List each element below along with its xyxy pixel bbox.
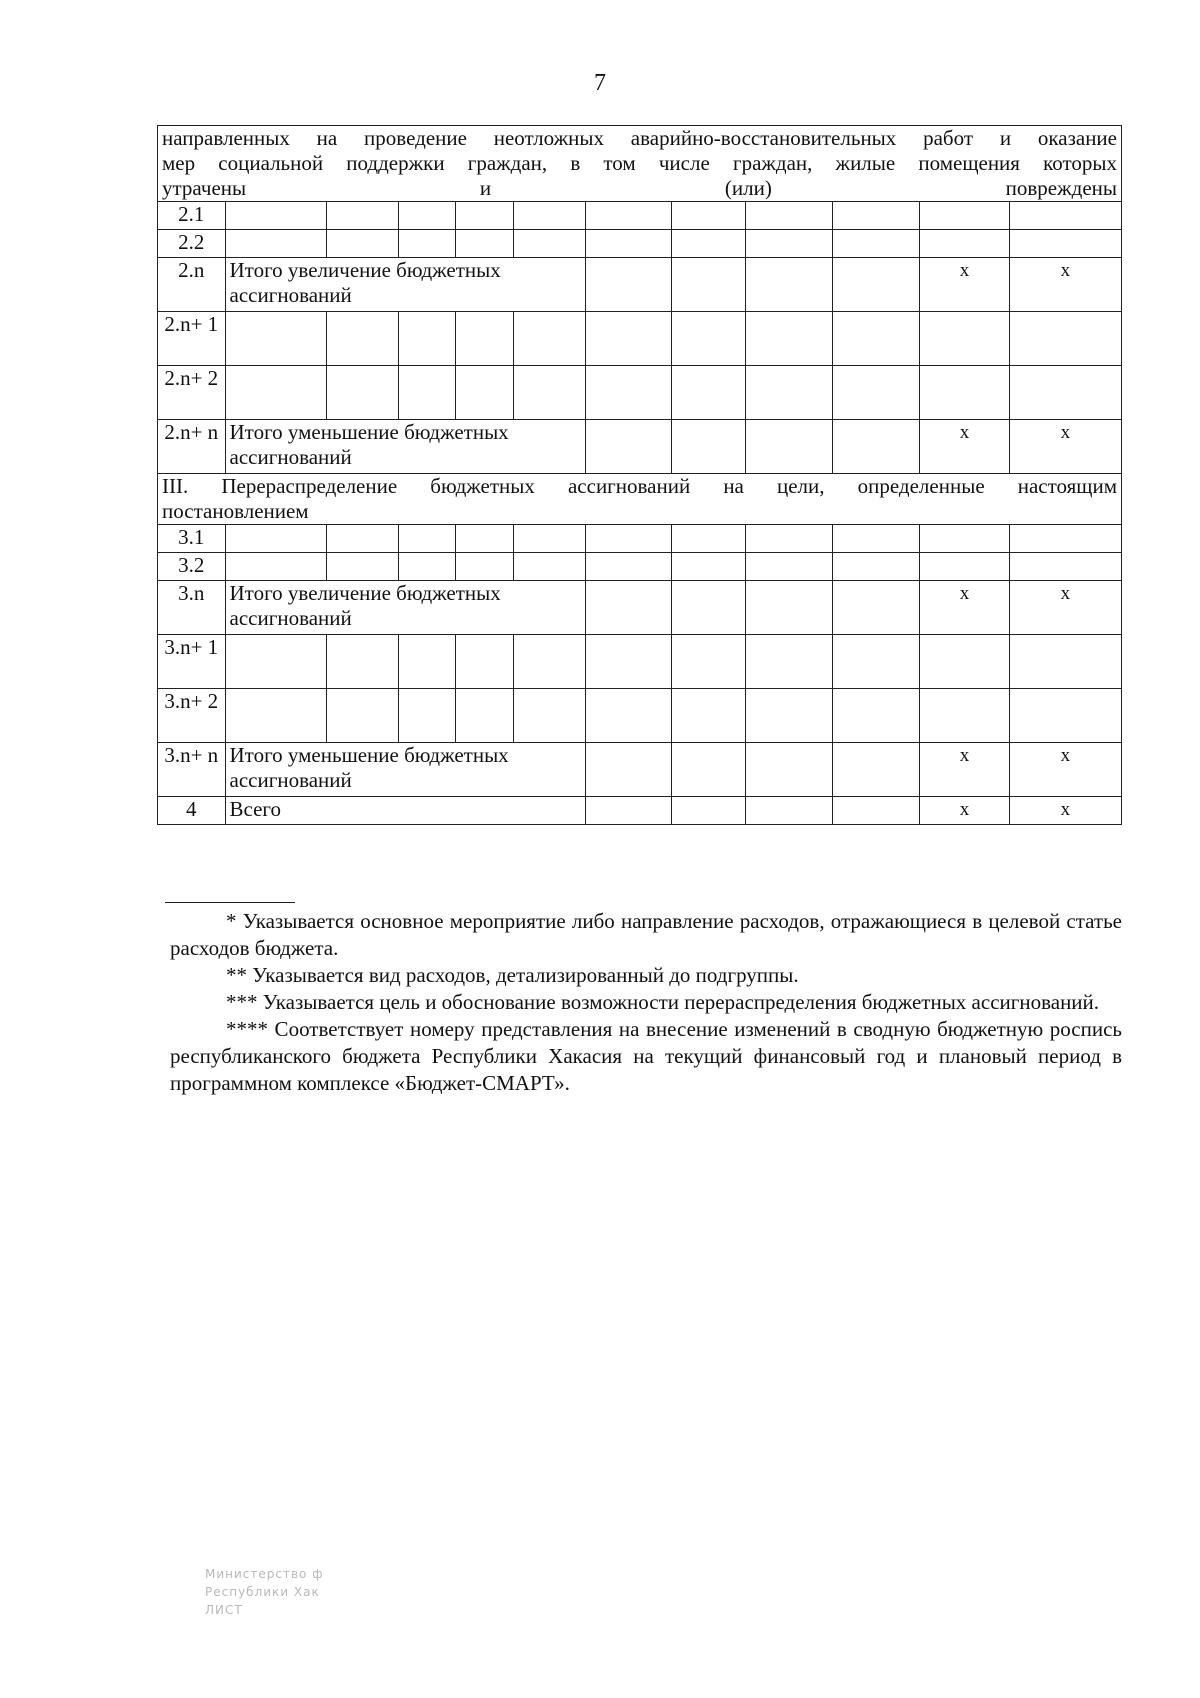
empty-cell bbox=[672, 525, 746, 553]
section-3-header-line: постановлением bbox=[162, 499, 309, 523]
empty-cell bbox=[1009, 525, 1121, 553]
empty-cell bbox=[225, 230, 326, 258]
footnote-2: ** Указывается вид расходов, детализированный до подгруппы. bbox=[226, 963, 799, 987]
empty-cell bbox=[833, 743, 920, 797]
row-number: 3.1 bbox=[158, 525, 226, 553]
x-mark: x bbox=[920, 258, 1009, 312]
empty-cell bbox=[225, 202, 326, 230]
empty-cell bbox=[746, 258, 833, 312]
empty-cell bbox=[585, 366, 671, 420]
empty-cell bbox=[746, 689, 833, 743]
empty-cell bbox=[1009, 553, 1121, 581]
empty-cell bbox=[1009, 366, 1121, 420]
table-row bbox=[158, 258, 1122, 312]
empty-cell bbox=[672, 743, 746, 797]
empty-cell bbox=[225, 366, 326, 420]
table-row bbox=[158, 797, 1122, 825]
empty-cell bbox=[514, 312, 586, 366]
table-row bbox=[158, 525, 1122, 553]
row-label: Итого увеличение бюджетных ассигнований bbox=[225, 581, 585, 635]
row-number: 2.n bbox=[158, 258, 226, 312]
table-row bbox=[158, 689, 1122, 743]
row-number: 3.n+ 2 bbox=[158, 689, 226, 743]
empty-cell bbox=[398, 525, 456, 553]
row-number: 3.n+ n bbox=[158, 743, 226, 797]
empty-cell bbox=[398, 635, 456, 689]
empty-cell bbox=[1009, 635, 1121, 689]
empty-cell bbox=[1009, 230, 1121, 258]
empty-cell bbox=[920, 553, 1009, 581]
table-row bbox=[158, 581, 1122, 635]
empty-cell bbox=[833, 525, 920, 553]
section-2-header-row bbox=[158, 126, 1122, 202]
empty-cell bbox=[514, 525, 586, 553]
faded-stamp bbox=[205, 1565, 415, 1619]
empty-cell bbox=[225, 312, 326, 366]
empty-cell bbox=[1009, 689, 1121, 743]
empty-cell bbox=[514, 202, 586, 230]
empty-cell bbox=[833, 553, 920, 581]
table-row bbox=[158, 312, 1122, 366]
empty-cell bbox=[514, 230, 586, 258]
empty-cell bbox=[833, 230, 920, 258]
section-2-header bbox=[158, 126, 1122, 202]
empty-cell bbox=[746, 553, 833, 581]
empty-cell bbox=[672, 312, 746, 366]
x-mark: x bbox=[1009, 258, 1121, 312]
empty-cell bbox=[326, 525, 398, 553]
empty-cell bbox=[326, 635, 398, 689]
empty-cell bbox=[746, 312, 833, 366]
empty-cell bbox=[585, 689, 671, 743]
empty-cell bbox=[225, 689, 326, 743]
empty-cell bbox=[672, 420, 746, 474]
empty-cell bbox=[920, 230, 1009, 258]
footnotes bbox=[170, 908, 1122, 1097]
empty-cell bbox=[225, 635, 326, 689]
empty-cell bbox=[456, 366, 514, 420]
empty-cell bbox=[833, 797, 920, 825]
empty-cell bbox=[326, 312, 398, 366]
empty-cell bbox=[585, 797, 671, 825]
empty-cell bbox=[456, 230, 514, 258]
footnote-3: *** Указывается цель и обоснование возможности перераспределения бюджетных ассигнований. bbox=[226, 990, 1100, 1014]
table-row bbox=[158, 202, 1122, 230]
empty-cell bbox=[514, 553, 586, 581]
empty-cell bbox=[398, 312, 456, 366]
section-3-header bbox=[158, 474, 1122, 525]
empty-cell bbox=[585, 581, 671, 635]
empty-cell bbox=[746, 230, 833, 258]
footnote-4: **** Соответствует номеру представления на внесение изменений в сводную бюджетную роспись республиканского бюджета Республики Хакасия на текущий финансовый год и плановый период в программном комплексе «Бюджет-СМАРТ». bbox=[170, 1017, 1122, 1095]
empty-cell bbox=[326, 202, 398, 230]
stamp-line: ЛИСТ bbox=[205, 1603, 243, 1617]
empty-cell bbox=[672, 553, 746, 581]
empty-cell bbox=[585, 230, 671, 258]
row-label: Итого увеличение бюджетных ассигнований bbox=[225, 258, 585, 312]
empty-cell bbox=[920, 366, 1009, 420]
empty-cell bbox=[833, 689, 920, 743]
footnote-separator bbox=[165, 902, 295, 903]
table-row bbox=[158, 230, 1122, 258]
row-number: 2.1 bbox=[158, 202, 226, 230]
table-row bbox=[158, 553, 1122, 581]
x-mark: x bbox=[920, 797, 1009, 825]
empty-cell bbox=[746, 797, 833, 825]
row-number: 3.n+ 1 bbox=[158, 635, 226, 689]
empty-cell bbox=[920, 312, 1009, 366]
empty-cell bbox=[672, 797, 746, 825]
empty-cell bbox=[585, 743, 671, 797]
stamp-line: Министерство ф bbox=[205, 1567, 324, 1581]
empty-cell bbox=[514, 689, 586, 743]
row-number: 2.n+ 2 bbox=[158, 366, 226, 420]
empty-cell bbox=[746, 525, 833, 553]
empty-cell bbox=[746, 420, 833, 474]
table-row bbox=[158, 635, 1122, 689]
section-2-header-line: утрачены и (или) повреждены bbox=[162, 176, 1117, 200]
empty-cell bbox=[514, 635, 586, 689]
footnote-1: * Указывается основное мероприятие либо направление расходов, отражающиеся в целевой статье расходов бюджета. bbox=[170, 909, 1122, 960]
empty-cell bbox=[920, 689, 1009, 743]
x-mark: x bbox=[1009, 420, 1121, 474]
x-mark: x bbox=[1009, 581, 1121, 635]
empty-cell bbox=[398, 553, 456, 581]
budget-table bbox=[157, 125, 1122, 825]
empty-cell bbox=[456, 689, 514, 743]
empty-cell bbox=[398, 366, 456, 420]
x-mark: x bbox=[1009, 743, 1121, 797]
empty-cell bbox=[585, 420, 671, 474]
row-label: Всего bbox=[225, 797, 585, 825]
empty-cell bbox=[672, 230, 746, 258]
row-number: 3.2 bbox=[158, 553, 226, 581]
empty-cell bbox=[920, 525, 1009, 553]
empty-cell bbox=[326, 230, 398, 258]
empty-cell bbox=[585, 312, 671, 366]
empty-cell bbox=[833, 581, 920, 635]
x-mark: x bbox=[920, 581, 1009, 635]
section-3-header-row bbox=[158, 474, 1122, 525]
stamp-line: Республики Хак bbox=[205, 1585, 320, 1599]
empty-cell bbox=[225, 553, 326, 581]
section-3-header-line: III. Перераспределение бюджетных ассигнований на цели, определенные настоящим bbox=[162, 474, 1117, 498]
x-mark: x bbox=[920, 743, 1009, 797]
empty-cell bbox=[585, 525, 671, 553]
table-body bbox=[158, 126, 1122, 825]
row-number: 4 bbox=[158, 797, 226, 825]
empty-cell bbox=[672, 581, 746, 635]
empty-cell bbox=[746, 581, 833, 635]
empty-cell bbox=[672, 689, 746, 743]
empty-cell bbox=[833, 635, 920, 689]
empty-cell bbox=[326, 366, 398, 420]
empty-cell bbox=[672, 202, 746, 230]
row-label: Итого уменьшение бюджетных ассигнований bbox=[225, 743, 585, 797]
empty-cell bbox=[920, 202, 1009, 230]
row-number: 2.n+ 1 bbox=[158, 312, 226, 366]
section-2-header-line: направленных на проведение неотложных аварийно-восстановительных работ и оказание bbox=[162, 126, 1117, 150]
empty-cell bbox=[456, 635, 514, 689]
empty-cell bbox=[746, 743, 833, 797]
empty-cell bbox=[398, 202, 456, 230]
empty-cell bbox=[398, 230, 456, 258]
empty-cell bbox=[920, 635, 1009, 689]
row-label: Итого уменьшение бюджетных ассигнований bbox=[225, 420, 585, 474]
row-number: 2.n+ n bbox=[158, 420, 226, 474]
empty-cell bbox=[833, 202, 920, 230]
empty-cell bbox=[514, 366, 586, 420]
empty-cell bbox=[746, 366, 833, 420]
empty-cell bbox=[398, 689, 456, 743]
empty-cell bbox=[672, 366, 746, 420]
empty-cell bbox=[1009, 312, 1121, 366]
empty-cell bbox=[456, 312, 514, 366]
empty-cell bbox=[746, 202, 833, 230]
empty-cell bbox=[585, 202, 671, 230]
page-number: 7 bbox=[594, 70, 606, 96]
empty-cell bbox=[672, 258, 746, 312]
empty-cell bbox=[672, 635, 746, 689]
section-2-header-line: мер социальной поддержки граждан, в том числе граждан, жилые помещения которых bbox=[162, 151, 1117, 175]
empty-cell bbox=[833, 312, 920, 366]
row-number: 2.2 bbox=[158, 230, 226, 258]
empty-cell bbox=[456, 202, 514, 230]
empty-cell bbox=[833, 420, 920, 474]
x-mark: x bbox=[920, 420, 1009, 474]
empty-cell bbox=[456, 553, 514, 581]
empty-cell bbox=[585, 553, 671, 581]
empty-cell bbox=[585, 635, 671, 689]
empty-cell bbox=[833, 258, 920, 312]
empty-cell bbox=[585, 258, 671, 312]
empty-cell bbox=[1009, 202, 1121, 230]
empty-cell bbox=[326, 553, 398, 581]
table-row bbox=[158, 420, 1122, 474]
empty-cell bbox=[326, 689, 398, 743]
empty-cell bbox=[746, 635, 833, 689]
table-row bbox=[158, 366, 1122, 420]
empty-cell bbox=[456, 525, 514, 553]
x-mark: x bbox=[1009, 797, 1121, 825]
empty-cell bbox=[225, 525, 326, 553]
empty-cell bbox=[833, 366, 920, 420]
table-row bbox=[158, 743, 1122, 797]
row-number: 3.n bbox=[158, 581, 226, 635]
